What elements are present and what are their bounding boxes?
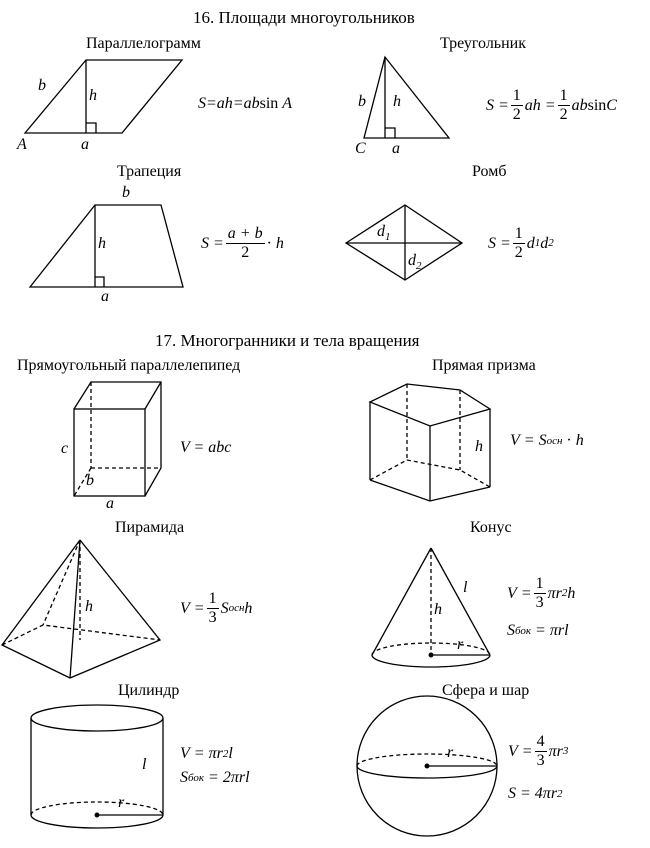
pyramid-figure — [2, 540, 160, 678]
cylinder-volume-formula: V = πr 2 l — [180, 745, 233, 762]
ball-volume-formula: V = $\frac{4}{3}$ πr 3 — [508, 733, 569, 769]
cylinder-radius: r — [118, 794, 125, 811]
parallelogram-label: Параллелограмм — [86, 35, 201, 52]
section-17-title: 17. Многогранники и тела вращения — [155, 331, 420, 350]
triangle-label: Треугольник — [440, 35, 526, 52]
rhombus-area-formula: S = $\frac{1}{2}$ d 1 d 2 — [488, 225, 554, 261]
sphere-figure — [357, 696, 497, 836]
cone-lateral-area-formula: S бок = πrl — [507, 622, 569, 639]
box-edge-b: b — [86, 472, 94, 489]
trapezoid-figure — [30, 205, 183, 287]
cone-height: h — [434, 601, 442, 618]
triangle-figure — [364, 57, 449, 138]
sphere-label: Сфера и шар — [442, 682, 530, 699]
triangle-area-formula: S = $\frac{1}{2}$ ah = $\frac{1}{2}$ ab sin C — [486, 87, 617, 123]
trapezoid-height: h — [98, 235, 106, 252]
trapezoid-top-b: b — [122, 184, 130, 201]
parallelogram-area-formula: S=ah=ab sin A — [198, 95, 293, 112]
box-edge-c: c — [61, 440, 69, 457]
sphere-radius: r — [447, 744, 454, 761]
cone-radius: r — [457, 636, 464, 653]
triangle-vertex-c: C — [355, 140, 366, 157]
prism-figure — [370, 384, 490, 501]
trapezoid-area-formula: S = $\frac{a + b}{2}$ · h — [201, 225, 284, 261]
parallelogram-side-b: b — [38, 77, 46, 94]
triangle-height: h — [393, 93, 401, 110]
box-label: Прямоугольный параллелепипед — [17, 357, 241, 374]
trapezoid-base-a: a — [101, 288, 109, 305]
parallelogram-figure — [25, 60, 182, 133]
parallelogram-height: h — [89, 87, 97, 104]
cone-slant-l: l — [463, 579, 468, 596]
cylinder-lateral-area-formula: S бок = 2πrl — [180, 769, 250, 786]
cone-figure — [372, 548, 490, 667]
triangle-base-a: a — [392, 140, 400, 157]
rhombus-label: Ромб — [472, 163, 507, 180]
rhombus-diagonal-d1: $d_1$ — [377, 223, 391, 244]
cone-label: Конус — [470, 519, 512, 536]
rhombus-diagonal-d2: $d_2$ — [408, 252, 422, 273]
cone-volume-formula: V = $\frac{1}{3}$ πr 2 h — [507, 575, 576, 611]
parallelogram-vertex-a: A — [17, 136, 27, 153]
box-volume-formula: V = abc — [180, 439, 232, 456]
cylinder-height-l: l — [142, 756, 147, 773]
trapezoid-label: Трапеция — [117, 163, 182, 180]
pyramid-label: Пирамида — [115, 519, 185, 536]
box-edge-a: a — [106, 495, 114, 512]
prism-height: h — [475, 438, 483, 455]
prism-label: Прямая призма — [432, 357, 536, 374]
prism-volume-formula: V = S осн · h — [510, 432, 584, 449]
section-16-title: 16. Площади многоугольников — [193, 8, 415, 27]
rhombus-figure — [346, 205, 462, 280]
triangle-side-b: b — [358, 93, 366, 110]
pyramid-height: h — [85, 598, 93, 615]
cylinder-label: Цилиндр — [118, 682, 180, 699]
sphere-area-formula: S = 4πr 2 — [508, 785, 563, 802]
pyramid-volume-formula: V = $\frac{1}{3}$ S осн h — [180, 590, 253, 626]
parallelogram-base-a: a — [81, 136, 89, 153]
